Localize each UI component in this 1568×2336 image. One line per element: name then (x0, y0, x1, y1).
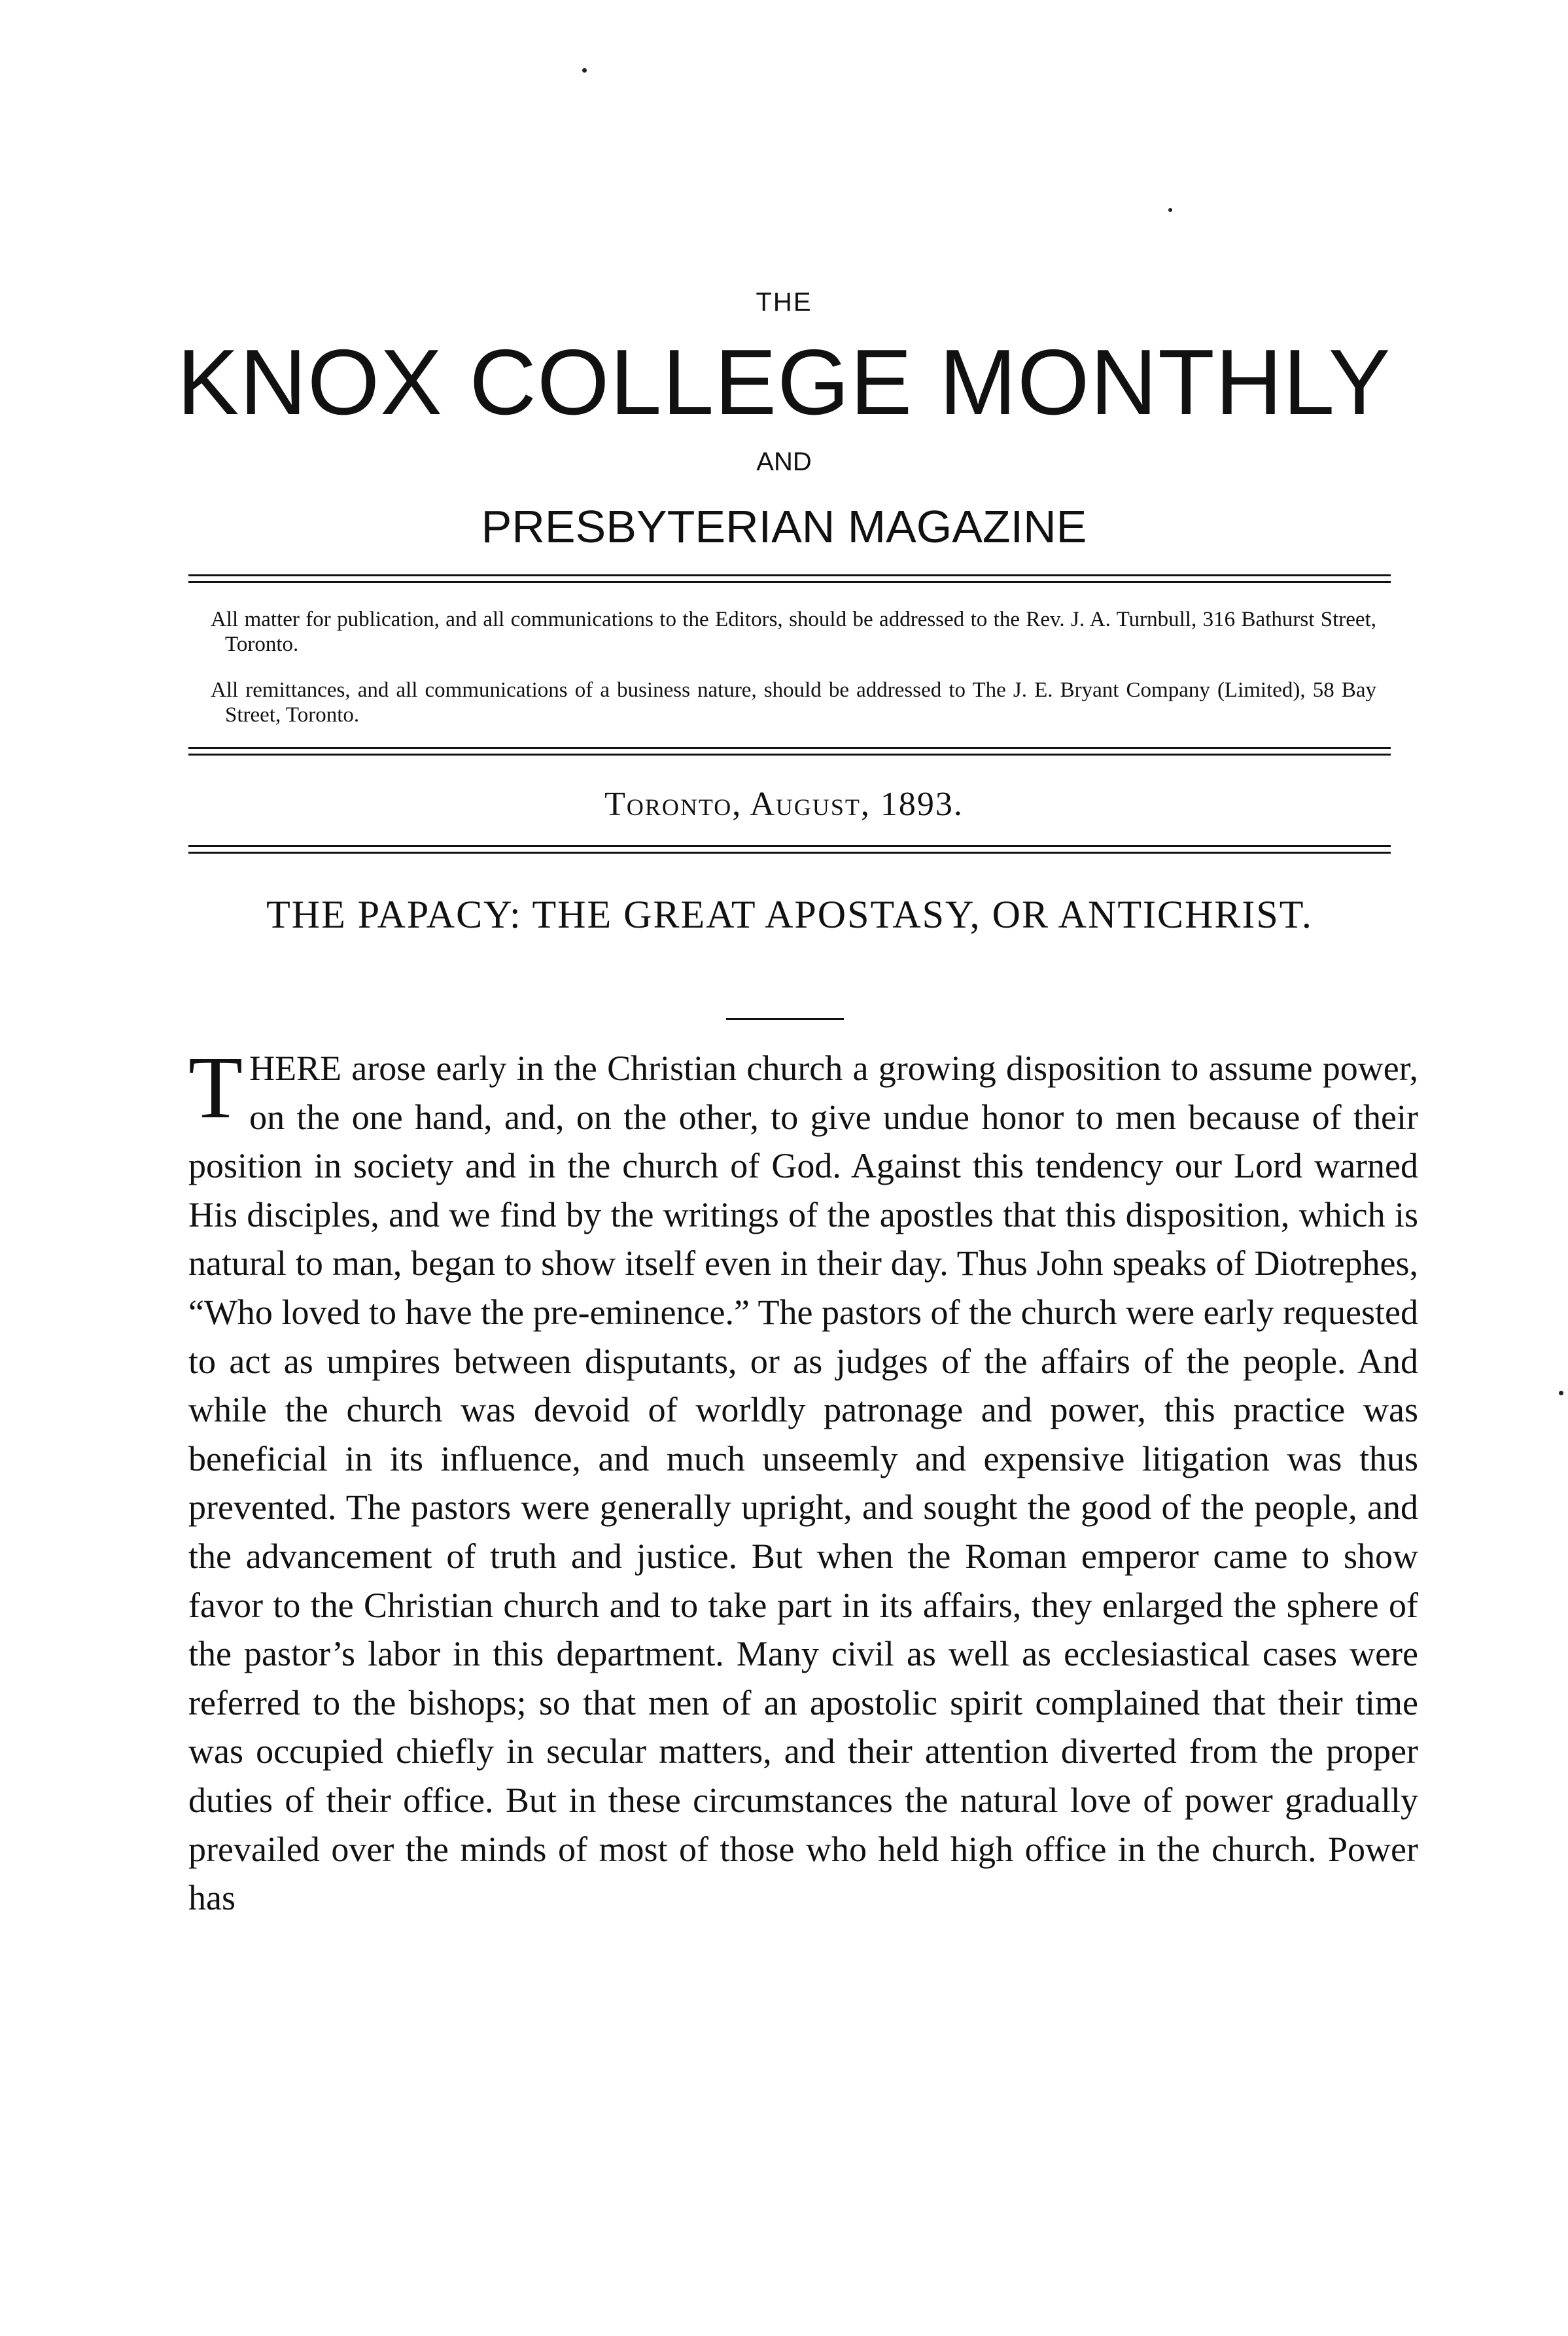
double-rule-lower (188, 852, 1391, 854)
double-rule-middle (188, 754, 1391, 756)
double-rule-top (188, 581, 1391, 583)
issue-dateline: Toronto, August, 1893. (604, 786, 964, 823)
title-divider (726, 1018, 844, 1020)
article-title: THE PAPACY: THE GREAT APOSTASY, OR ANTICHRIST. (266, 893, 1313, 936)
print-speck (1559, 1391, 1563, 1395)
double-rule-middle (188, 747, 1391, 749)
article-body-text: HERE arose early in the Christian church a growing disposition to assume power, on the one hand, and, on the other, to give undue honor to men because of their position in society and in the church of God. Against this tendency our Lord warned His disciples, and we find by the writings of the apostles that this disposition, which is natural to man, began to show itself even in their day. Thus John speaks of Diotrephes, “Who loved to have the pre-eminence.” The pastors of the church were early requested to act as umpires between disputants, or as judges of the affairs of the people. And while the church was devoid of worldly patronage and power, this practice was beneficial in its influence, and much unseemly and expensive litigation was thus prevented. The pastors were generally upright, and sought the good of the people, and the advancement of truth and justice. But when the Roman emperor came to show favor to the Christian church and to take part in its affairs, they enlarged the sphere of the pastor’s labor in this department. Many civil as well as ecclesiastical cases were referred to the bishops; so that men of an apostolic spirit complained that their time was occupied chiefly in secular matters, and their attention diverted from the proper duties of their office. But in these circumstances the natural love of power gradually prevailed over the minds of most of those who held high office in the church. Power has (188, 1049, 1418, 1918)
article-body (188, 1039, 1418, 1923)
editorial-notice: All matter for publication, and all communications to the Editors, should be addressed to the Rev. J. A. Turnbull, 316 Bathurst Street, Toronto. (211, 608, 1376, 656)
masthead-the: THE (756, 288, 812, 317)
print-speck (582, 68, 587, 73)
masthead-and: AND (756, 447, 812, 476)
masthead-subtitle: PRESBYTERIAN MAGAZINE (481, 501, 1087, 552)
business-notice: All remittances, and all communications of a business nature, should be addressed to The J. E. Bryant Company (Limited), 58 Bay Street, Toronto. (211, 678, 1376, 727)
drop-cap: T (188, 1039, 243, 1137)
print-speck (1168, 208, 1172, 212)
double-rule-top (188, 574, 1391, 576)
article-paragraph (188, 1039, 1418, 1923)
masthead-title: KNOX COLLEGE MONTHLY (177, 330, 1391, 434)
double-rule-lower (188, 845, 1391, 847)
